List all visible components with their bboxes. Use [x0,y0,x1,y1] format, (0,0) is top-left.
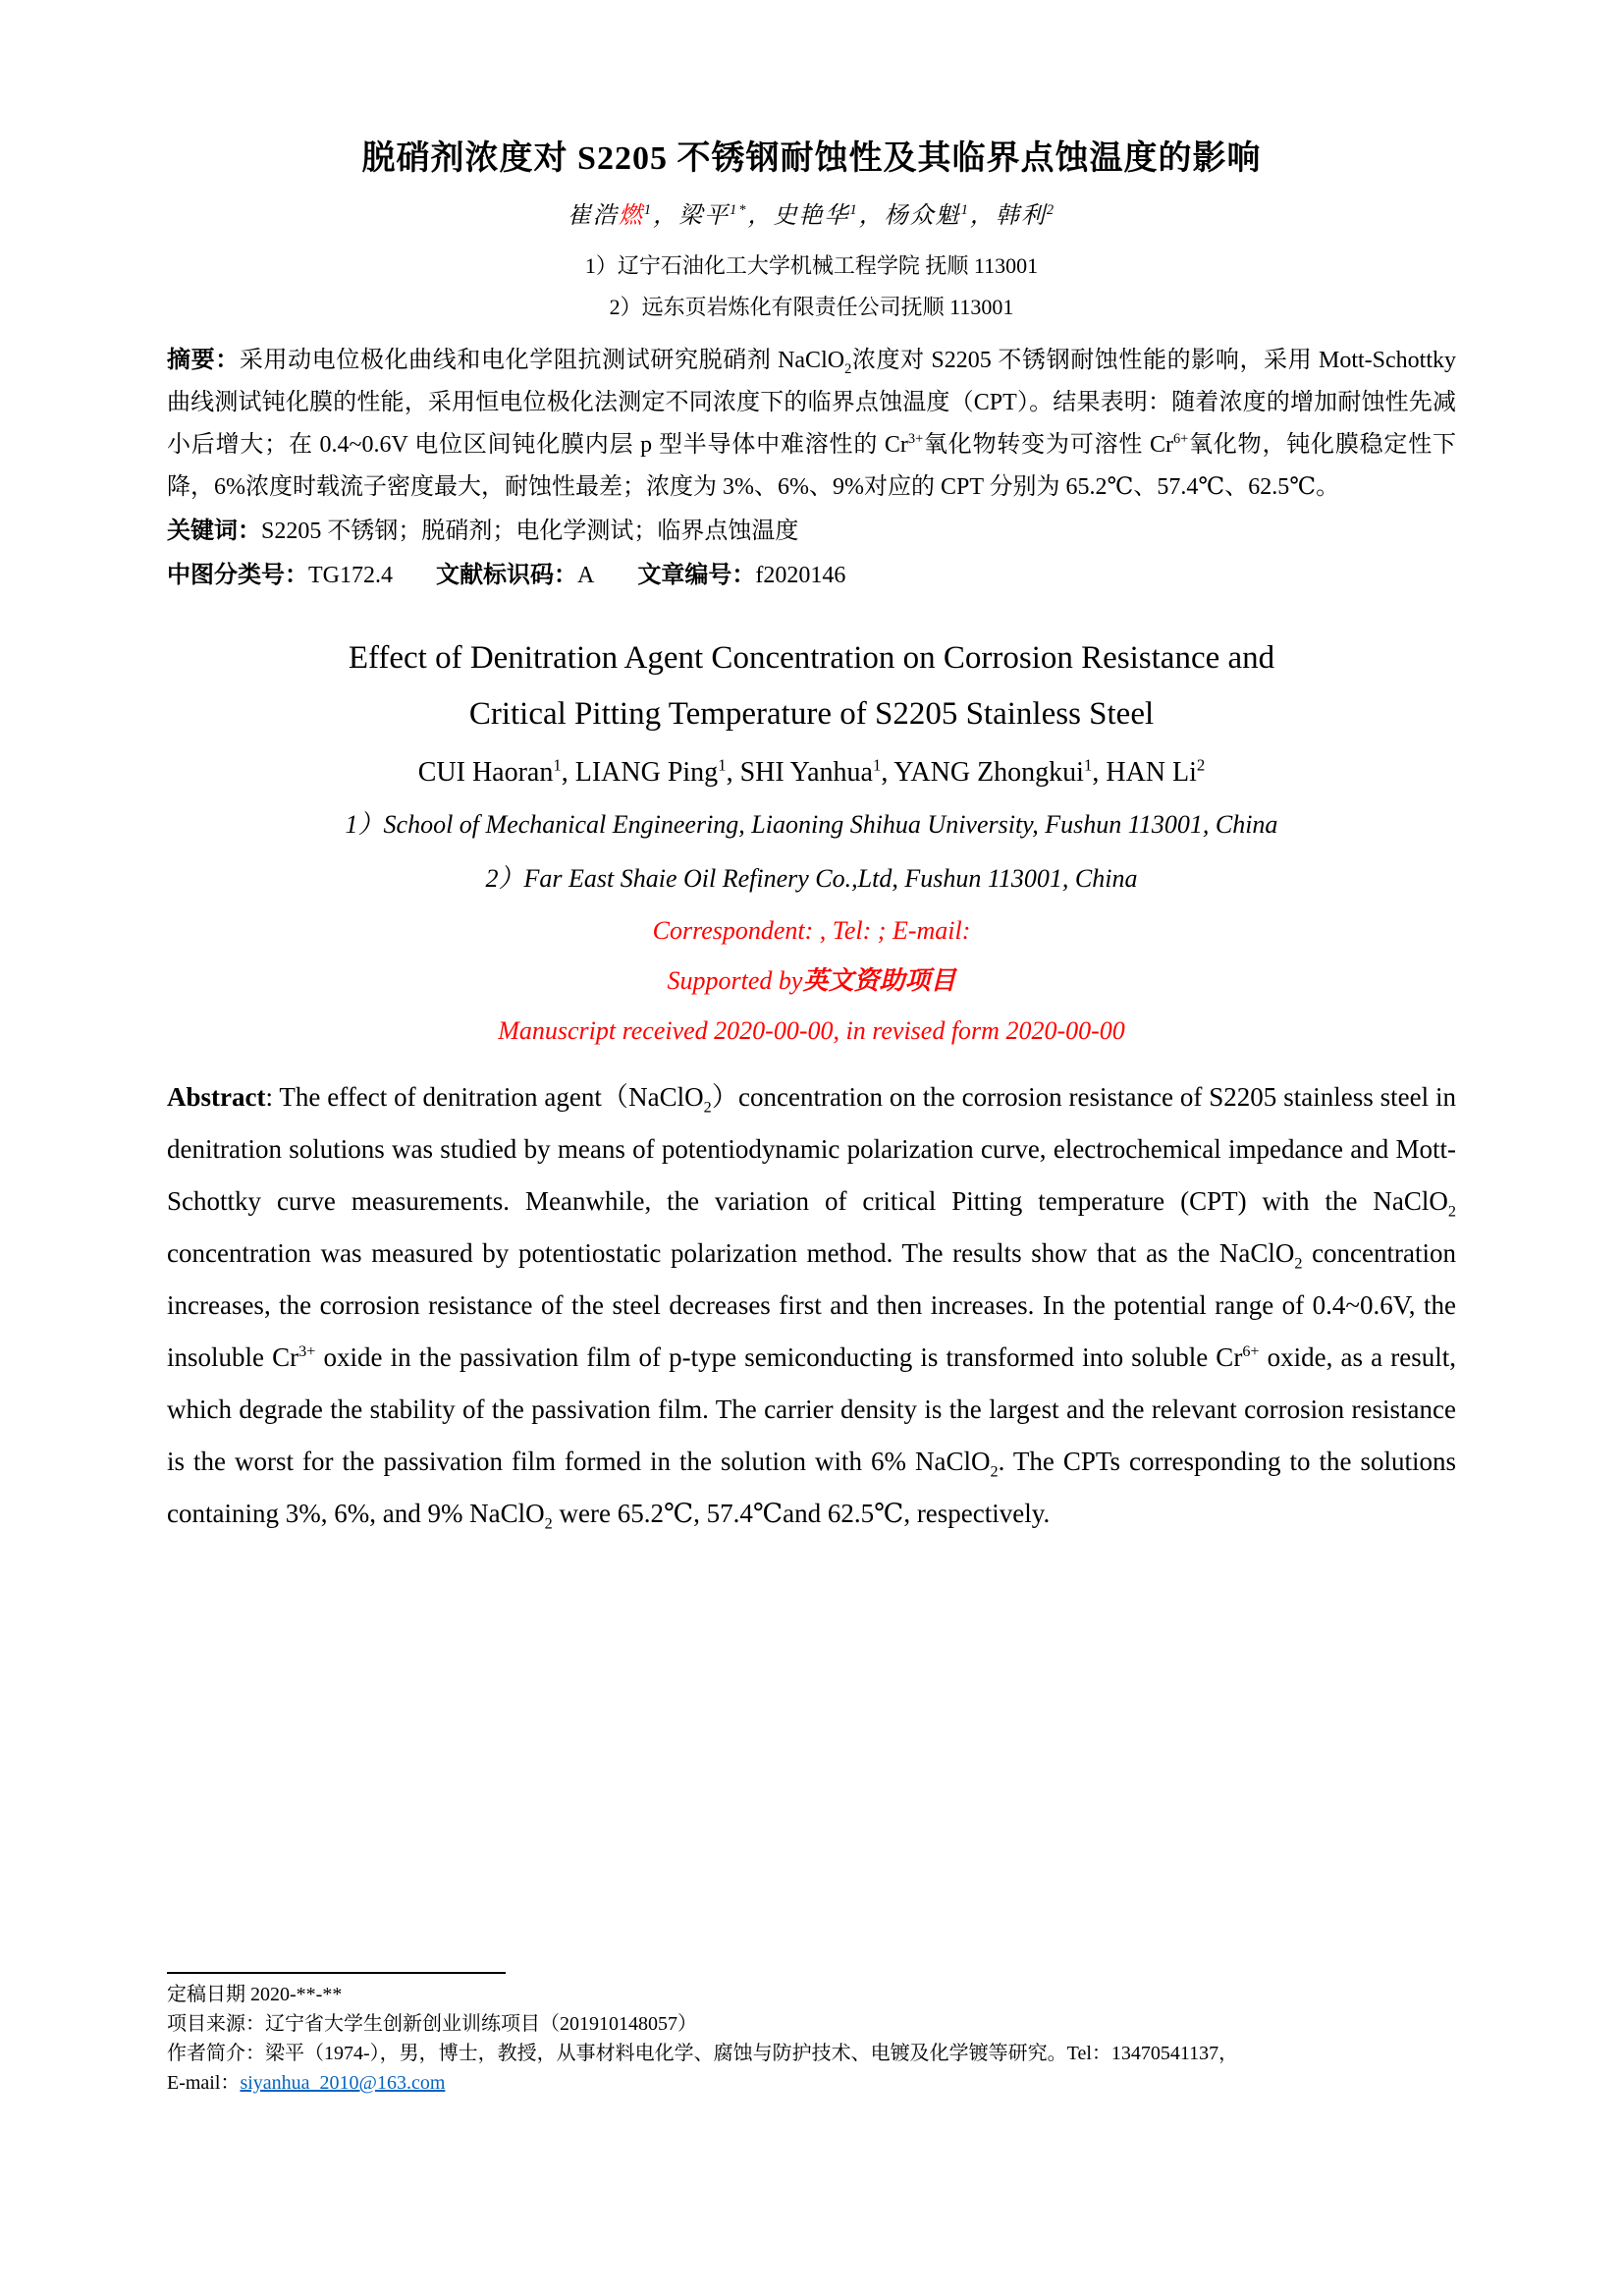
footnote-email-label: E-mail： [167,2072,241,2094]
clc-number-value: TG172.4 [308,563,393,588]
document-code-label: 文献标识码： [436,563,577,588]
paper-title-zh: 脱硝剂浓度对 S2205 不锈钢耐蚀性及其临界点蚀温度的影响 [361,140,1262,177]
keywords-zh-text: S2205 不锈钢；脱硝剂；电化学测试；临界点蚀温度 [261,519,799,544]
document-code [436,563,594,588]
authors-en: CUI Haoran$^1$, LIANG Ping$^1$, SHI Yanhua$^1$, YANG Zhongkui$^1$, HAN Li$^2$ [417,755,1206,788]
paper-title-en-line1: Effect of Denitration Agent Concentration on Corrosion Resistance and [348,640,1275,676]
affiliation-en-1: 1）School of Mechanical Engineering, Liaoning Shihua University, Fushun 113001, China [345,810,1278,839]
abstract-zh-label: 摘要： [167,348,240,373]
abstract-en-text: : The effect of denitration agent（NaClO$_2$）concentration on the corrosion resistance of S2205 stainless steel in denitration solutions was studied by means of potentiodynamic polarization curve, electrochemical impedance and Mott-Schottky curve measurements. Meanwhile, the variation of critical Pitting temperature (CPT) with the NaClO$_2$ concentration was measured by potentiostatic polarization method. The results show that as the NaClO$_2$ concentration increases, the corrosion resistance of the steel decreases first and then increases. In the potential range of 0.4~0.6V, the insoluble $Cr^{3+}$ oxide in the passivation film of p-type semiconducting is transformed into soluble $Cr^{6+}$ oxide, as a result, which degrade the stability of the passivation film. The carrier density is the largest and the relevant corrosion resistance is the worst for the passivation film formed in the solution with 6% NaClO$_2$. The CPTs corresponding to the solutions containing 3%, 6%, and 9% NaClO$_2$ were 65.2℃, 57.4℃and 62.5℃, respectively. [167,1082,1456,1533]
footnote-date: 定稿日期 2020-**-** [167,1984,343,2005]
paper-title-en [167,630,1456,742]
footnote-block [167,1972,1456,2098]
abstract-zh-text: 采用动电位极化曲线和电化学阻抗测试研究脱硝剂 NaClO$_2$浓度对 S2205 不锈钢耐蚀性能的影响，采用 Mott-Schottky 曲线测试钝化膜的性能，采用恒电位极化法测定不同浓度下的临界点蚀温度（CPT）。结果表明：随着浓度的增加耐蚀性先减小后增大；在 0.4~0.6V 电位区间钝化膜内层 p 型半导体中难溶性的 $Cr^{3+}$氧化物转变为可溶性 $Cr^{6+}$氧化物，钝化膜稳定性下降，6%浓度时载流子密度最大，耐蚀性最差；浓度为 3%、6%、9%对应的 CPT 分别为 65.2℃、57.4℃、62.5℃。 [167,348,1456,500]
document-code-value: A [577,563,595,588]
keywords-zh [167,511,1456,553]
manuscript-received-line: Manuscript received 2020-00-00, in revised form 2020-00-00 [498,1016,1125,1045]
clc-number-label: 中图分类号： [167,563,308,588]
correspondent-line: Correspondent: , Tel: ; E-mail: [652,916,971,945]
affiliation-en-2: 2）Far East Shaie Oil Refinery Co.,Ltd, Fushun 113001, China [485,864,1138,893]
supported-by-line: Supported by英文资助项目 [667,966,956,995]
footnote-author-bio: 作者简介：梁平（1974-），男，博士，教授，从事材料电化学、腐蚀与防护技术、电镀及化学镀等研究。Tel：13470541137， [167,2043,1239,2064]
abstract-en [167,1071,1456,1540]
affiliation-zh-1: 1）辽宁石油化工大学机械工程学院 抚顺 113001 [584,253,1039,278]
abstract-en-label: Abstract [167,1082,266,1112]
article-id-value: f2020146 [755,563,846,588]
footnote-rule [167,1972,506,1974]
classification-line [167,555,1456,597]
footnote-funding: 项目来源：辽宁省大学生创新创业训练项目（201910148057） [167,2013,697,2035]
article-id-label: 文章编号： [637,563,756,588]
footnote-email-line [167,2068,1456,2098]
authors-zh: 崔浩燃$^1$，梁平$^{1*}$，史艳华$^1$，杨众魁$^1$，韩利$^2$ [567,202,1056,229]
affiliation-zh-2: 2）远东页岩炼化有限责任公司抚顺 113001 [609,295,1014,319]
clc-number [167,563,393,588]
email-link[interactable]: siyanhua_2010@163.com [240,2072,446,2094]
paper-title-en-line2: Critical Pitting Temperature of S2205 Stainless Steel [468,696,1155,732]
keywords-zh-label: 关键词： [167,519,261,544]
abstract-zh [167,340,1456,509]
article-id [637,563,845,588]
